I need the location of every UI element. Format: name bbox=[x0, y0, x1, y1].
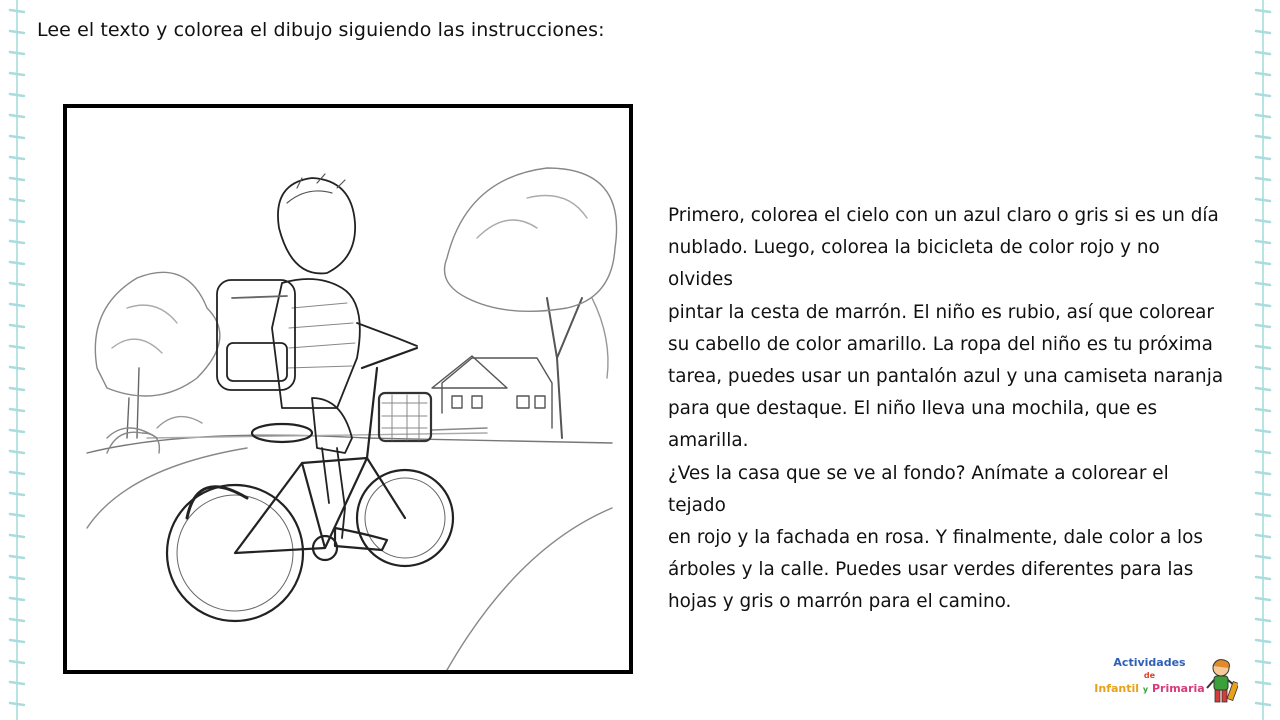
border-tick bbox=[1256, 262, 1270, 264]
border-tick bbox=[10, 178, 24, 180]
border-tick bbox=[10, 73, 24, 75]
logo-line-de: de bbox=[1143, 671, 1156, 680]
border-tick bbox=[1256, 31, 1270, 33]
border-tick bbox=[10, 430, 24, 432]
border-tick bbox=[10, 262, 24, 264]
story-line: ¿Ves la casa que se ve al fondo? Anímate a colorear el tejado bbox=[668, 462, 1169, 516]
story-line: para que destaque. El niño lleva una mochila, que es amarilla. bbox=[668, 398, 1158, 452]
site-logo bbox=[1092, 656, 1242, 708]
border-tick bbox=[10, 157, 24, 159]
kid-mascot-icon bbox=[1204, 658, 1238, 706]
story-line: nublado. Luego, colorea la bicicleta de color rojo y no olvides bbox=[668, 237, 1160, 291]
border-tick bbox=[1256, 220, 1270, 222]
border-tick bbox=[1256, 136, 1270, 138]
left-tree-drawing bbox=[95, 272, 220, 438]
border-tick bbox=[10, 703, 24, 705]
house-drawing bbox=[432, 356, 552, 430]
story-text-block bbox=[668, 200, 1228, 619]
border-tick bbox=[10, 577, 24, 579]
border-tick bbox=[1256, 577, 1270, 579]
border-tick bbox=[10, 661, 24, 663]
border-tick bbox=[1256, 451, 1270, 453]
story-line: pintar la cesta de marrón. El niño es rubio, así que colorear bbox=[668, 301, 1214, 323]
logo-word-infantil: Infantil bbox=[1094, 682, 1140, 695]
border-tick bbox=[1256, 556, 1270, 558]
border-tick bbox=[1256, 94, 1270, 96]
border-tick bbox=[1256, 535, 1270, 537]
border-tick bbox=[1256, 304, 1270, 306]
border-tick bbox=[1256, 325, 1270, 327]
border-tick bbox=[1256, 619, 1270, 621]
border-tick bbox=[10, 94, 24, 96]
border-tick bbox=[10, 52, 24, 54]
border-tick bbox=[10, 472, 24, 474]
border-tick bbox=[1256, 430, 1270, 432]
border-tick bbox=[10, 325, 24, 327]
border-tick bbox=[1256, 703, 1270, 705]
border-tick bbox=[10, 388, 24, 390]
border-tick bbox=[10, 598, 24, 600]
instruction-heading: Lee el texto y colorea el dibujo siguiendo las instrucciones: bbox=[37, 19, 605, 41]
border-tick bbox=[10, 367, 24, 369]
border-tick bbox=[1256, 493, 1270, 495]
border-tick bbox=[10, 535, 24, 537]
border-tick bbox=[10, 346, 24, 348]
border-tick bbox=[10, 493, 24, 495]
border-tick bbox=[10, 199, 24, 201]
story-line: hojas y gris o marrón para el camino. bbox=[668, 591, 1012, 613]
border-tick bbox=[10, 409, 24, 411]
border-tick bbox=[10, 136, 24, 138]
border-tick bbox=[1256, 661, 1270, 663]
right-tree-drawing bbox=[445, 168, 617, 438]
logo-line-infantil-primaria bbox=[1092, 682, 1207, 696]
border-tick bbox=[10, 10, 24, 12]
story-line: en rojo y la fachada en rosa. Y finalmente, dale color a los bbox=[668, 527, 1203, 549]
border-tick bbox=[1256, 199, 1270, 201]
border-tick bbox=[10, 304, 24, 306]
border-tick bbox=[1256, 640, 1270, 642]
border-tick bbox=[1256, 10, 1270, 12]
logo-line-actividades: Actividades bbox=[1113, 656, 1186, 669]
border-tick bbox=[10, 31, 24, 33]
logo-text bbox=[1092, 656, 1207, 696]
border-tick bbox=[1256, 346, 1270, 348]
border-tick bbox=[10, 115, 24, 117]
border-tick bbox=[1256, 598, 1270, 600]
border-tick bbox=[10, 619, 24, 621]
story-line: Primero, colorea el cielo con un azul claro o gris si es un día bbox=[668, 205, 1219, 226]
logo-word-primaria: Primaria bbox=[1151, 682, 1205, 695]
border-tick bbox=[1256, 178, 1270, 180]
border-tick bbox=[1256, 472, 1270, 474]
boy-on-bicycle-illustration bbox=[67, 108, 629, 670]
border-tick bbox=[10, 283, 24, 285]
story-line: tarea, puedes usar un pantalón azul y una camiseta naranja bbox=[668, 366, 1224, 388]
coloring-drawing-frame bbox=[63, 104, 633, 674]
border-tick bbox=[1256, 52, 1270, 54]
border-tick bbox=[10, 241, 24, 243]
border-tick bbox=[10, 556, 24, 558]
border-tick bbox=[10, 640, 24, 642]
border-tick bbox=[10, 220, 24, 222]
story-line: su cabello de color amarillo. La ropa del niño es tu próxima bbox=[668, 333, 1213, 355]
border-tick bbox=[10, 682, 24, 684]
border-tick bbox=[1256, 283, 1270, 285]
border-tick bbox=[1256, 73, 1270, 75]
border-tick bbox=[1256, 115, 1270, 117]
border-tick bbox=[1256, 682, 1270, 684]
logo-word-y: y bbox=[1142, 685, 1149, 694]
border-tick bbox=[10, 514, 24, 516]
border-tick bbox=[1256, 157, 1270, 159]
border-tick bbox=[1256, 241, 1270, 243]
border-tick bbox=[10, 451, 24, 453]
right-decorative-border bbox=[1250, 0, 1276, 720]
story-line: árboles y la calle. Puedes usar verdes diferentes para las bbox=[668, 559, 1194, 581]
border-tick bbox=[1256, 409, 1270, 411]
boy-drawing bbox=[217, 174, 417, 550]
border-tick bbox=[1256, 388, 1270, 390]
left-decorative-border bbox=[4, 0, 30, 720]
bicycle-drawing bbox=[167, 348, 453, 621]
border-tick bbox=[1256, 514, 1270, 516]
border-tick bbox=[1256, 367, 1270, 369]
